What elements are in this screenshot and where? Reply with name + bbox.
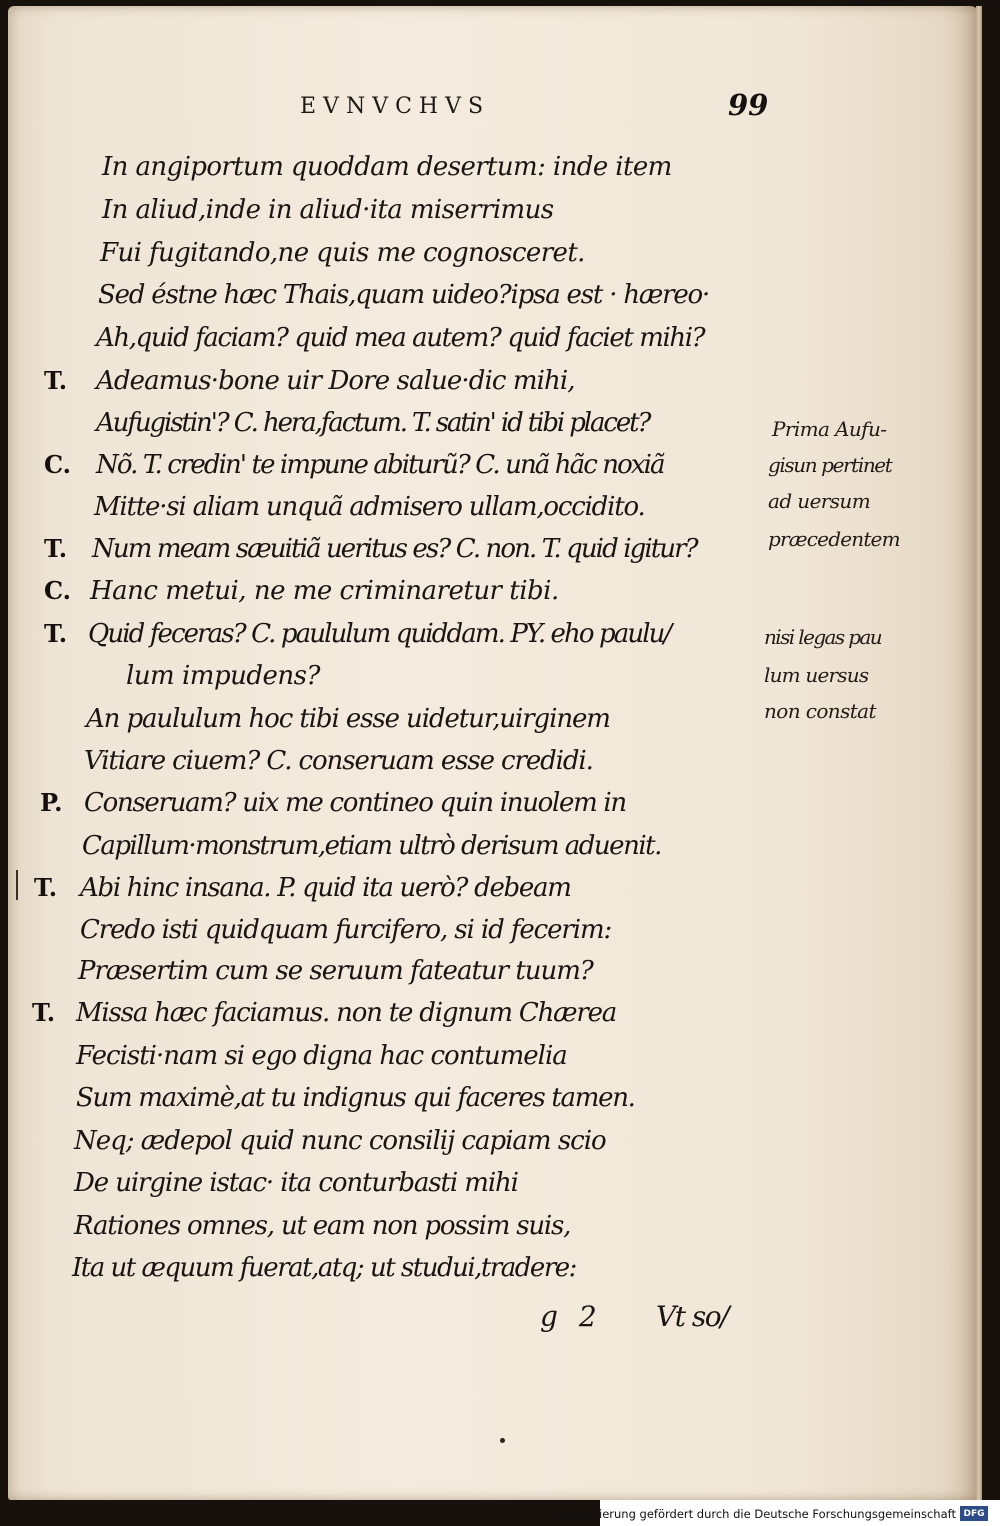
verse-line: Sum maximè,at tu indignus qui faceres tamen. [76, 1083, 635, 1113]
verse-line: Fui fugitando,ne quis me cognosceret. [100, 238, 585, 268]
speaker-label: P. [40, 788, 63, 817]
marginal-note: lum uersus [764, 663, 869, 687]
speaker-label: T. [44, 619, 68, 648]
verse-line: Præsertim cum se seruum fateatur tuum? [78, 956, 593, 986]
catchword: Vt so/ [656, 1300, 729, 1333]
verse-line: Adeamus·bone uir Dore salue·dic mihi, [96, 366, 575, 396]
verse-line: Vitiare ciuem? C. conseruam esse credidi. [84, 746, 593, 776]
marginal-note: præcedentem [768, 527, 900, 551]
running-title: EVNVCHVS [300, 94, 491, 119]
marginal-note: ad uersum [768, 489, 871, 513]
signature-mark: g 2 [540, 1300, 603, 1333]
margin-mark [16, 870, 18, 900]
verse-line: Missa hæc faciamus. non te dignum Chærea [76, 998, 617, 1028]
verse-line: Fecisti·nam si ego digna hac contumelia [76, 1041, 567, 1071]
speaker-label: T. [32, 998, 56, 1027]
verse-line: Neq; ædepol quid nunc consilij capiam scio [74, 1126, 606, 1156]
digitization-credit: Digitalisierung gefördert durch die Deutsche Forschungsgemeinschaft [552, 1507, 956, 1521]
verse-line: Capillum·monstrum,etiam ultrò derisum aduenit. [82, 831, 661, 861]
verse-line: Conseruam? uix me contineo quin inuolem in [84, 788, 626, 818]
verse-line: In angiportum quoddam desertum: inde item [102, 152, 672, 182]
folio-number: 99 [728, 88, 769, 122]
verse-line: Abi hinc insana. P. quid ita uerò? debeam [80, 873, 571, 903]
verse-line: Ah,quid faciam? quid mea autem? quid faciet mihi? [96, 323, 705, 353]
verse-line: In aliud,inde in aliud·ita miserrimus [102, 195, 554, 225]
verse-line: Hanc metui, ne me criminaretur tibi. [90, 576, 559, 606]
marginal-note: non constat [764, 699, 876, 723]
verse-line: Rationes omnes, ut eam non possim suis, [74, 1211, 571, 1241]
verse-line: Ita ut æquum fuerat,atq; ut studui,tradere: [72, 1253, 576, 1283]
verse-line: Credo isti quidquam furcifero, si id fecerim: [80, 915, 612, 945]
verse-line: Mitte·si aliam unquã admisero ullam,occidito. [94, 492, 645, 522]
marginal-note: nisi legas pau [764, 625, 882, 649]
speaker-label: T. [44, 534, 68, 563]
verse-line: Nõ. T. credin' te impune abiturũ? C. unã hãc noxiã [96, 450, 664, 480]
verse-line: De uirgine istac· ita conturbasti mihi [74, 1168, 518, 1198]
marginal-note: Prima Aufu- [772, 417, 887, 441]
verse-line: Sed éstne hæc Thais,quam uideo?ipsa est · hæreo· [98, 280, 710, 310]
verse-line: An paululum hoc tibi esse uidetur,uirginem [86, 704, 610, 734]
speaker-label: T. [34, 873, 58, 902]
verse-line: lum impudens? [126, 661, 320, 691]
speaker-label: C. [44, 450, 72, 479]
dfg-logo: DFG [960, 1506, 988, 1521]
verse-line: Aufugistin'? C. hera,factum. T. satin' id tibi placet? [96, 408, 650, 438]
verse-line: Quid feceras? C. paululum quiddam. PY. eho paulu/ [88, 619, 671, 649]
verse-line: Num meam sæuitiã ueritus es? C. non. T. quid igitur? [92, 534, 697, 564]
marginal-note: gisun pertinet [768, 453, 892, 477]
printed-dot [500, 1438, 505, 1443]
speaker-label: T. [44, 366, 68, 395]
speaker-label: C. [44, 576, 72, 605]
page-edge [976, 6, 982, 1500]
